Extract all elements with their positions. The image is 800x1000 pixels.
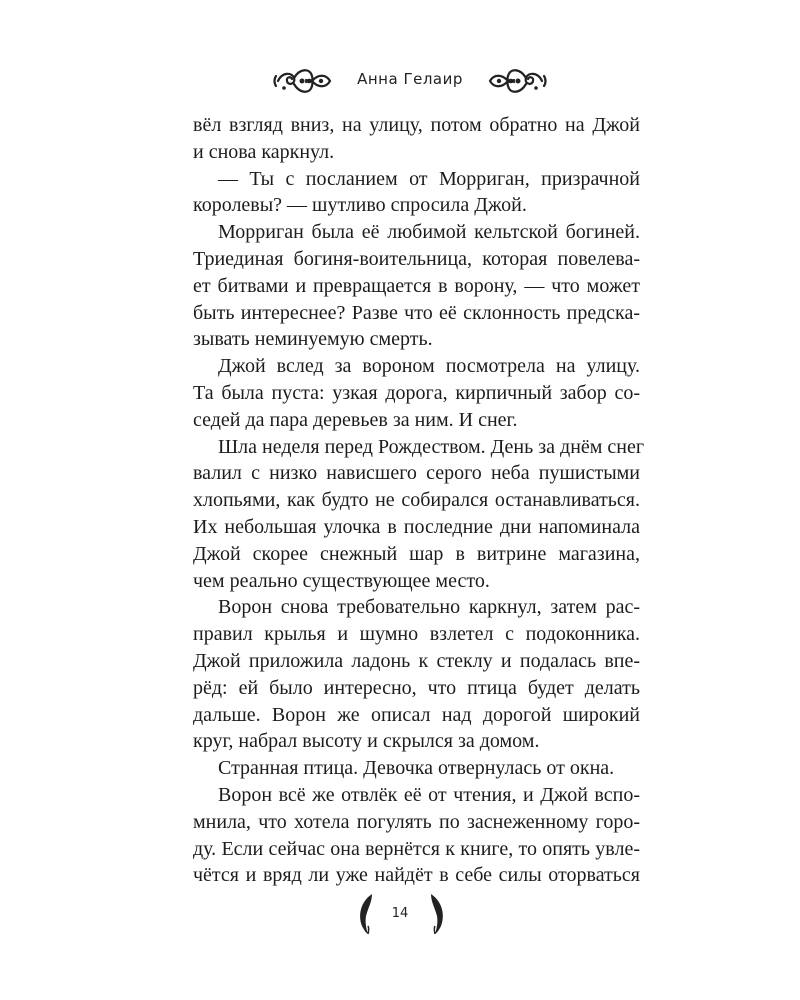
text-line: ду. Если сейчас она вернётся к книге, то опять увле- bbox=[193, 837, 640, 860]
running-header bbox=[0, 60, 800, 100]
text-line: седей да пара деревьев за ним. И снег. bbox=[193, 408, 518, 431]
page-number: 14 bbox=[391, 906, 409, 921]
feather-ornament-right-icon bbox=[425, 892, 447, 941]
text-line: чётся и вряд ли уже найдёт в себе силы оторваться bbox=[193, 864, 640, 887]
text-line: Ворон всё же отвлёк её от чтения, и Джой вспо- bbox=[218, 783, 640, 806]
text-line: Странная птица. Девочка отвернулась от окна. bbox=[218, 757, 615, 780]
text-line: Их небольшая улочка в последние дни напоминала bbox=[193, 515, 640, 538]
text-line: ет битвами и превращается в ворону, — что может bbox=[193, 274, 640, 297]
flourish-ornament-right-icon bbox=[484, 64, 548, 103]
text-line: Джой приложила ладонь к стеклу и подалась впе- bbox=[193, 649, 640, 672]
text-line: Ворон снова требовательно каркнул, затем рас- bbox=[218, 596, 640, 619]
text-line: Шла неделя перед Рождеством. День за днём снег bbox=[218, 435, 645, 458]
text-line: — Ты с посланием от Морриган, призрачной bbox=[218, 167, 640, 190]
text-line: Триединая богиня-воительница, которая повелева- bbox=[193, 247, 640, 270]
text-line: дальше. Ворон же описал над дорогой широкий bbox=[193, 703, 640, 726]
text-line: зывать неминуемую смерть. bbox=[193, 328, 433, 351]
text-line: чем реально существующее место. bbox=[193, 569, 490, 592]
text-line: валил с низко нависшего серого неба пушистыми bbox=[193, 462, 640, 485]
body-text bbox=[193, 112, 645, 889]
page-footer bbox=[0, 892, 800, 952]
text-line: Морриган была её любимой кельтской богиней. bbox=[218, 221, 640, 244]
feather-ornament-left-icon bbox=[356, 892, 378, 941]
text-line: Джой скорее снежный шар в витрине магазина, bbox=[193, 542, 640, 565]
text-line: правил крылья и шумно взлетел с подоконника. bbox=[193, 623, 640, 646]
text-line: рёд: ей было интересно, что птица будет делать bbox=[193, 676, 640, 699]
text-line: мнила, что хотела погулять по заснеженному горо- bbox=[193, 810, 640, 833]
text-line: вёл взгляд вниз, на улицу, потом обратно на Джой bbox=[193, 114, 640, 136]
running-title: Анна Гелаир bbox=[357, 70, 463, 88]
text-line: Джой вслед за вороном посмотрела на улицу. bbox=[218, 355, 640, 378]
text-line: и снова каркнул. bbox=[193, 140, 335, 163]
text-line: хлопьями, как будто не собирался останавливаться. bbox=[193, 489, 640, 512]
text-line: быть интереснее? Разве что её склонность предска- bbox=[193, 301, 640, 324]
text-line: Та была пуста: узкая дорога, кирпичный забор со- bbox=[193, 381, 640, 404]
text-line: королевы? — шутливо спросила Джой. bbox=[193, 194, 527, 217]
flourish-ornament-left-icon bbox=[272, 64, 336, 103]
text-line: круг, набрал высоту и скрылся за домом. bbox=[193, 730, 540, 753]
